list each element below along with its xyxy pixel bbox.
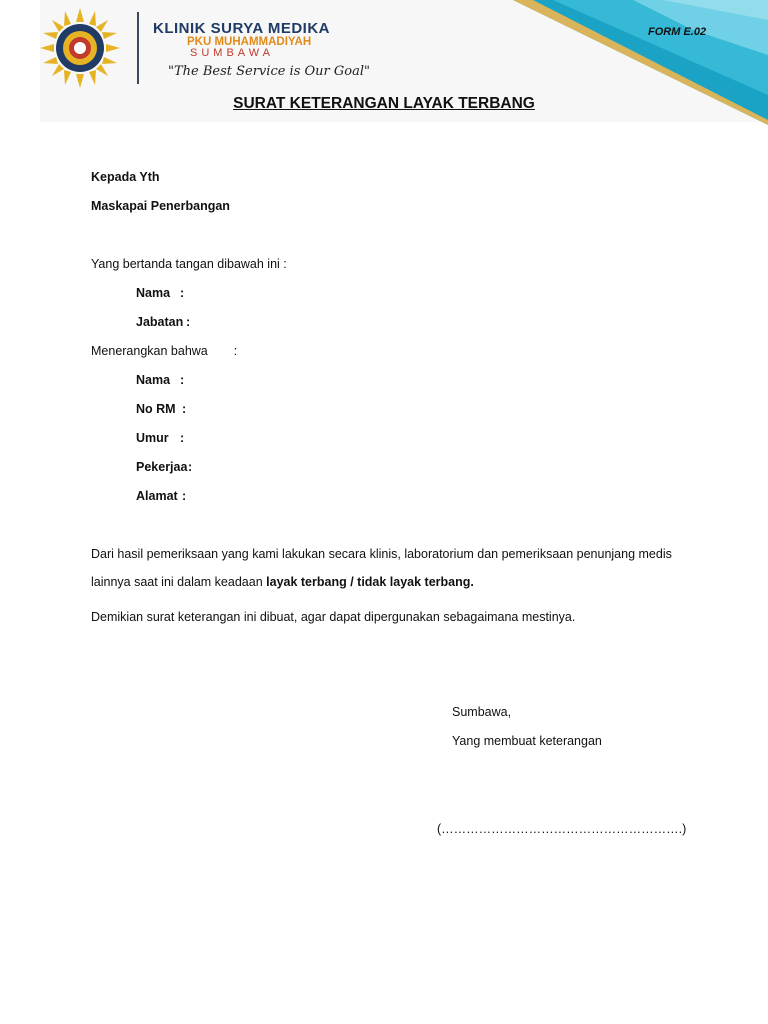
body-line-2-text: lainnya saat ini dalam keadaan: [91, 575, 263, 589]
signer-field-name: [136, 286, 184, 300]
field-separator: :: [188, 460, 193, 474]
patient-field-age: [136, 431, 184, 445]
signature-place: Sumbawa,: [452, 705, 512, 719]
patient-intro-separator: :: [233, 344, 238, 358]
field-label: Nama: [136, 286, 171, 300]
field-separator: :: [182, 489, 187, 503]
field-separator: :: [180, 431, 185, 445]
patient-field-record-number: [136, 402, 186, 416]
clinic-motto: "The Best Service is Our Goal": [168, 64, 370, 79]
signer-intro: Yang bertanda tangan dibawah ini :: [91, 257, 287, 271]
body-line-1: Dari hasil pemeriksaan yang kami lakukan secara klinis, laboratorium dan pemeriksaan penunjang medis: [91, 547, 672, 561]
letterhead-divider: [137, 12, 139, 84]
sun-emblem-icon: [40, 8, 120, 88]
signature-role: Yang membuat keterangan: [452, 734, 602, 748]
clinic-name: KLINIK SURYA MEDIKA: [153, 20, 331, 37]
patient-intro: [91, 344, 237, 358]
closing-statement: Demikian surat keterangan ini dibuat, agar dapat dipergunakan sebagaimana mestinya.: [91, 610, 576, 624]
patient-intro-label: Menerangkan bahwa: [91, 344, 208, 358]
field-label: No RM: [136, 402, 176, 416]
addressee-line-1: Kepada Yth: [91, 170, 160, 184]
clinic-city: SUMBAWA: [190, 47, 275, 59]
patient-field-occupation: [136, 460, 192, 474]
clinic-subtitle: PKU MUHAMMADIYAH: [187, 36, 312, 48]
patient-field-name: [136, 373, 184, 387]
field-label: Alamat: [136, 489, 178, 503]
field-label: Jabatan: [136, 315, 184, 329]
signer-field-position: [136, 315, 190, 329]
field-separator: :: [180, 373, 185, 387]
patient-field-address: [136, 489, 186, 503]
field-separator: :: [186, 315, 191, 329]
field-separator: :: [182, 402, 187, 416]
form-code: FORM E.02: [648, 26, 707, 38]
signature-blank-line: (………………………………………………….): [437, 822, 687, 836]
field-separator: :: [180, 286, 185, 300]
field-label: Nama: [136, 373, 171, 387]
addressee-line-2: Maskapai Penerbangan: [91, 199, 230, 213]
field-label: Pekerjaa: [136, 460, 188, 474]
body-line-2: [91, 575, 474, 589]
field-label: Umur: [136, 431, 169, 445]
document-title: SURAT KETERANGAN LAYAK TERBANG: [233, 95, 535, 112]
fitness-status-options: layak terbang / tidak layak terbang.: [266, 575, 474, 589]
